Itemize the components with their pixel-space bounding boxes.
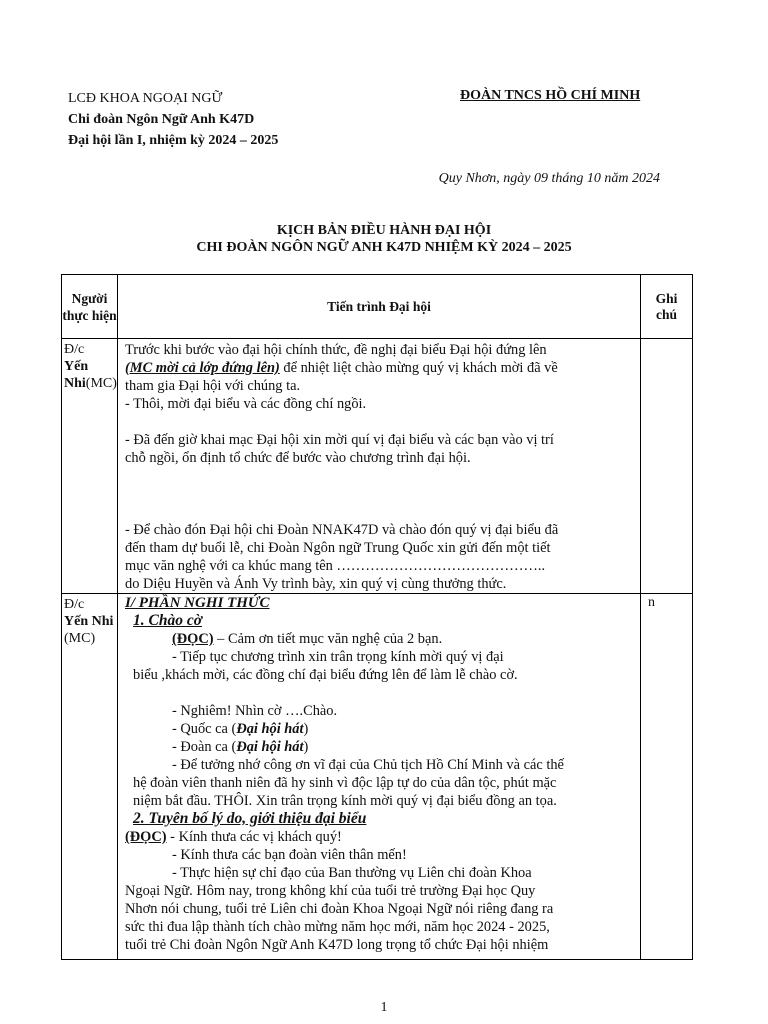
section-heading: I/ PHẦN NGHI THỨC bbox=[125, 595, 270, 611]
header-notes: Ghi chú bbox=[641, 275, 693, 339]
mc-instruction: (MC mời cả lớp đứng lên) bbox=[125, 360, 280, 376]
document-date: Quy Nhơn, ngày 09 tháng 10 năm 2024 bbox=[438, 171, 660, 186]
subsection-heading: 2. Tuyên bố lý do, giới thiệu đại biểu bbox=[133, 810, 367, 827]
org-congress: Đại hội lần I, nhiệm kỳ 2024 – 2025 bbox=[68, 133, 279, 148]
performer-cell: Đ/c Yến Nhi (MC) bbox=[62, 594, 118, 960]
org-union: ĐOÀN TNCS HỒ CHÍ MINH bbox=[460, 88, 641, 103]
header-progress: Tiến trình Đại hội bbox=[118, 275, 641, 339]
org-faculty: LCĐ KHOA NGOẠI NGỮ bbox=[68, 91, 223, 106]
org-branch: Chi đoàn Ngôn Ngữ Anh K47D bbox=[68, 112, 255, 127]
script-table bbox=[61, 274, 693, 960]
document-subtitle: CHI ĐOÀN NGÔN NGỮ ANH K47D NHIỆM KỲ 2024 – 2025 bbox=[196, 240, 572, 255]
table-row bbox=[62, 339, 693, 594]
progress-cell: Trước khi bước vào đại hội chính thức, đề nghị đại biểu Đại hội đứng lên (MC mời cả lớp đứng lên) để nhiệt liệt chào mừng quý vị khách mời đã về tham gia Đại hội với chúng ta. - Thôi, mời đại biểu và các đồng chí ngồi. - Đã đến giờ khai mạc Đại hội xin mời quí vị đại biểu và các bạn vào vị trí chỗ ngồi, ổn định tổ chức để bước vào chương trình đại hội. - Để chào đón Đại hội chi Đoàn NNAK47D và chào đón quý vị đại biểu đã đến tham dự buổi lễ, chi Đoàn Ngôn ngữ Trung Quốc xin gửi đến một tiết mục văn nghệ với ca khúc mang tên …………………………………….. do Diệu Huyền và Ánh Vy trình bày, xin quý vị cùng thưởng thức. bbox=[118, 339, 641, 594]
header-left bbox=[68, 88, 278, 151]
subsection-heading: 1. Chào cờ bbox=[133, 612, 203, 629]
table-header-row bbox=[62, 275, 693, 339]
performer-cell: Đ/c Yến Nhi(MC) bbox=[62, 339, 118, 594]
document-title: KỊCH BẢN ĐIỀU HÀNH ĐẠI HỘI bbox=[276, 223, 492, 238]
notes-cell bbox=[641, 339, 693, 594]
header-performer: Người thực hiện bbox=[62, 275, 118, 339]
page-number: 1 bbox=[380, 1000, 388, 1015]
notes-cell: n bbox=[641, 594, 693, 960]
progress-cell: I/ PHẦN NGHI THỨC 1. Chào cờ (ĐỌC) – Cảm ơn tiết mục văn nghệ của 2 bạn. - Tiếp tục chương trình xin trân trọng kính mời quý vị đại biểu ,khách mời, các đồng chí đại biểu đứng lên để làm lễ chào cờ. - Nghiêm! Nhìn cờ ….Chào. - Quốc ca (Đại hội hát) - Đoàn ca (Đại hội hát) - Để tưởng nhớ công ơn vĩ đại của Chủ tịch Hồ Chí Minh và các thế hệ đoàn viên thanh niên đã hy sinh vì độc lập tự do của dân tộc, phút mặc niệm bắt đầu. THÔI. Xin trân trọng kính mời quý vị đại biểu đồng an tọa. 2. Tuyên bố lý do, giới thiệu đại biểu (ĐỌC) - Kính thưa các vị khách quý! - Kính thưa các bạn đoàn viên thân mến! - Thực hiện sự chỉ đạo của Ban thường vụ Liên chi đoàn Khoa Ngoại Ngữ. Hôm nay, trong không khí của tuổi trẻ trường Đại học Quy Nhơn nói chung, tuổi trẻ Liên chi đoàn Khoa Ngoại Ngữ nói riêng đang ra sức thi đua lập thành tích chào mừng năm học mới, năm học 2024 - 2025, tuổi trẻ Chi đoàn Ngôn Ngữ Anh K47D long trọng tổ chức Đại hội nhiệm bbox=[118, 594, 641, 960]
table-row bbox=[62, 594, 693, 960]
